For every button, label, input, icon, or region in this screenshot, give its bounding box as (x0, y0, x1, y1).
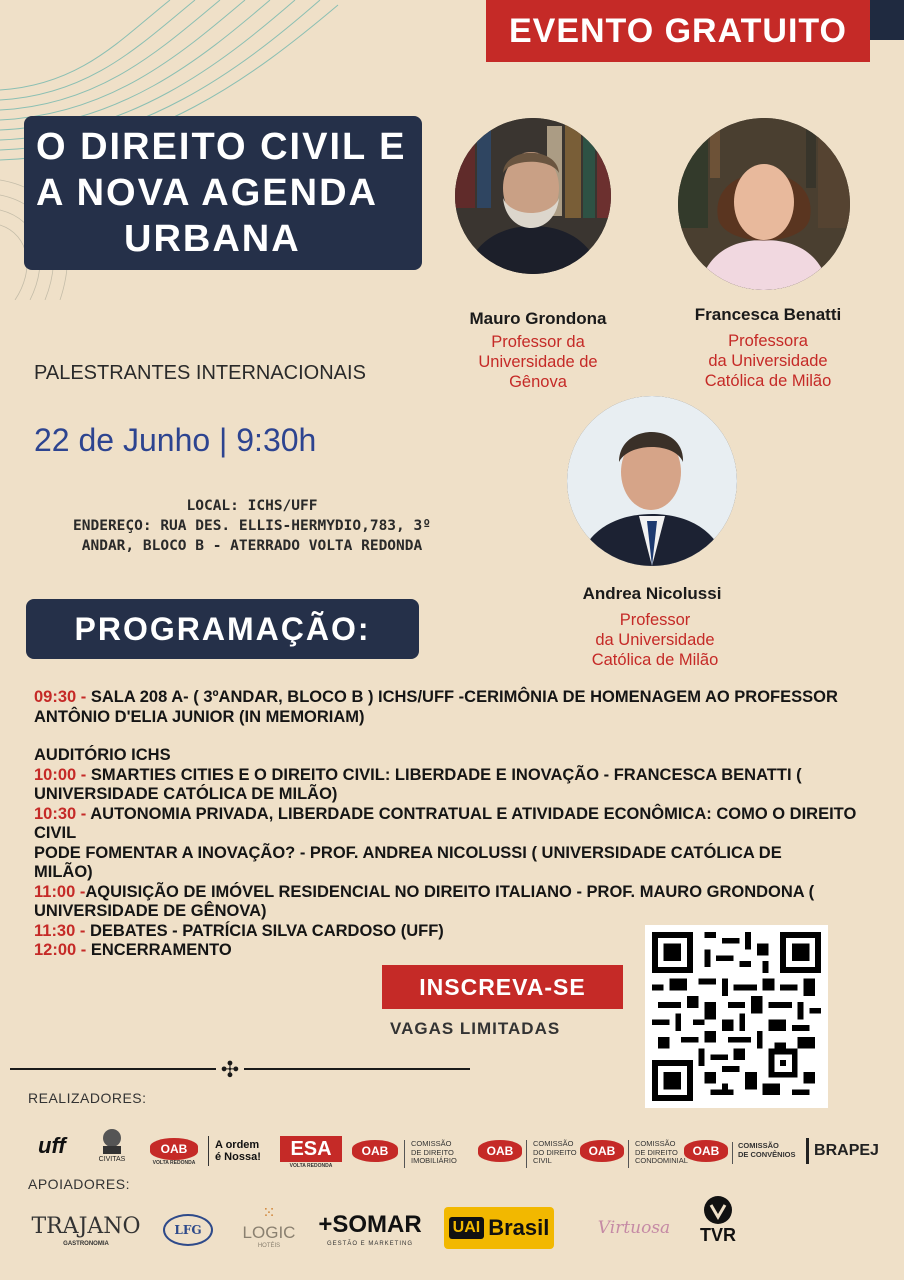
tvr-emblem-icon (703, 1195, 733, 1225)
schedule-item (34, 688, 894, 727)
commission-line: DO DIREITO (533, 1147, 577, 1157)
commission-line: DE DIREITO (635, 1147, 678, 1157)
esa-subtitle: VOLTA REDONDA (289, 1163, 333, 1169)
uff-logo: uff (38, 1133, 66, 1158)
tvr-text: TVR (700, 1224, 736, 1245)
commission-civil-law (526, 1140, 586, 1168)
commission-line: COMISSÃO (533, 1139, 574, 1148)
schedule-text: SMARTIES CITIES E O DIREITO CIVIL: LIBERDADE E INOVAÇÃO - FRANCESCA BENATTI ( UNIVERSIDADE CATÓLICA DE MILÃO) (34, 765, 802, 803)
location-line-3: ANDAR, BLOCO B - ATERRADO VOLTA REDONDA (81, 538, 423, 554)
speaker-role-line: da Universidade (595, 631, 715, 649)
speaker-role-line: da Universidade (708, 352, 828, 370)
oab-subtitle: VOLTA REDONDA (152, 1160, 196, 1166)
speaker-photo-andrea (567, 396, 737, 566)
program-heading: PROGRAMAÇÃO: (26, 599, 419, 659)
oab-logo: OAB (478, 1140, 522, 1162)
logic-dots-icon: ⁙ (262, 1205, 276, 1222)
speaker-role-line: Gênova (509, 373, 567, 391)
event-title-line-2: A NOVA AGENDA (36, 172, 378, 214)
oab-logo: OAB (684, 1140, 728, 1162)
organizers-label: REALIZADORES: (28, 1090, 147, 1106)
schedule-time: 12:00 - (34, 941, 87, 959)
schedule-time: 09:30 - (34, 688, 87, 706)
a-ordem-line-1: A ordem (215, 1139, 260, 1151)
oab-logo: OAB (150, 1138, 198, 1160)
speaker-role-line: Professora (728, 332, 808, 350)
register-button[interactable]: INSCREVA-SE (382, 965, 623, 1009)
commission-line: DE DIREITO (411, 1147, 454, 1157)
event-date: 22 de Junho | 9:30h (34, 422, 317, 458)
brapej-logo: BRAPEJ (806, 1138, 884, 1164)
logic-subtitle: HOTÉIS (257, 1243, 281, 1249)
schedule-time: 10:00 - (34, 765, 87, 784)
trajano-subtitle: GASTRONOMIA (63, 1241, 109, 1247)
schedule-text: ENCERRAMENTO (86, 941, 232, 959)
free-event-badge: EVENTO GRATUITO (486, 0, 870, 62)
oab-logo: OAB (580, 1140, 624, 1162)
speaker-name-andrea: Andrea Nicolussi (582, 584, 722, 603)
logic-logo (238, 1200, 300, 1252)
oab-logo: OAB (352, 1140, 398, 1162)
location-line-1: LOCAL: ICHS/UFF (186, 498, 318, 514)
commission-line: COMISSÃO (635, 1139, 676, 1148)
uai-brasil-logo (444, 1207, 554, 1249)
speaker-role-mauro (440, 332, 636, 392)
a-ordem-logo (208, 1136, 270, 1166)
speaker-role-line: Universidade de (478, 353, 598, 371)
schedule-item (34, 805, 894, 844)
event-title-line-3: URBANA (124, 218, 301, 260)
commission-line: COMISSÃO (411, 1139, 452, 1148)
commission-condominium (628, 1139, 688, 1168)
speaker-role-line: Professor (619, 611, 691, 629)
event-location (14, 496, 490, 556)
speaker-role-line: Católica de Milão (591, 651, 719, 669)
trajano-logo: TRAJANO (31, 1213, 141, 1239)
lfg-logo: LFG (163, 1214, 213, 1246)
logic-text: LOGIC (242, 1223, 296, 1242)
esa-logo: ESA (280, 1136, 342, 1162)
schedule-time: 10:30 - (34, 804, 87, 823)
supporters-label: APOIADORES: (28, 1176, 130, 1192)
civitas-emblem-icon (97, 1126, 127, 1156)
schedule-item (34, 766, 894, 805)
schedule-time: 11:30 - (34, 921, 86, 940)
schedule-text: AQUISIÇÃO DE IMÓVEL RESIDENCIAL NO DIREITO ITALIANO - PROF. MAURO GRONDONA ( UNIVERSIDADE DE GÊNOVA) (34, 882, 815, 920)
program-schedule (34, 688, 894, 961)
speaker-name-mauro: Mauro Grondona (469, 309, 607, 328)
registration-qr-code[interactable] (645, 925, 828, 1108)
speakers-subtitle: PALESTRANTES INTERNACIONAIS (34, 362, 366, 384)
event-title-line-1: O DIREITO CIVIL E (36, 126, 407, 168)
event-title-box (24, 116, 422, 270)
commission-real-estate (404, 1140, 472, 1168)
virtuosa-logo: Virtuosa (597, 1218, 671, 1238)
commission-line: COMISSÃO (738, 1141, 779, 1150)
commission-line: IMOBILIÁRIO (411, 1156, 457, 1165)
tvr-logo (692, 1190, 744, 1250)
speaker-role-line: Católica de Milão (704, 372, 832, 390)
speaker-role-francesca (670, 331, 866, 391)
speaker-role-line: Professor da (491, 333, 585, 351)
schedule-venue: AUDITÓRIO ICHS (34, 746, 171, 764)
schedule-item (34, 883, 894, 922)
civitas-text: CIVITAS (98, 1155, 126, 1163)
uai-text: UAI (449, 1217, 485, 1239)
commission-line: DE CONVÊNIOS (738, 1149, 796, 1159)
civitas-logo (92, 1122, 132, 1166)
somar-subtitle: GESTÃO E MARKETING (326, 1241, 413, 1247)
speaker-name-francesca: Francesca Benatti (694, 305, 842, 324)
commission-line: CONDOMINIAL (635, 1156, 688, 1165)
schedule-text: AUTONOMIA PRIVADA, LIBERDADE CONTRATUAL E ATIVIDADE ECONÔMICA: COMO O DIREITO CIVIL (34, 804, 857, 842)
ornament-icon: ✣ (216, 1056, 244, 1084)
speaker-photo-francesca (678, 118, 850, 290)
commission-agreements (732, 1142, 798, 1164)
schedule-text: SALA 208 A- ( 3ºANDAR, BLOCO B ) ICHS/UFF -CERIMÔNIA DE HOMENAGEM AO PROFESSOR ANTÔNIO D'ELIA JUNIOR (IN MEMORIAM) (34, 688, 838, 726)
speaker-role-andrea (557, 610, 753, 670)
somar-logo: +SOMAR (318, 1211, 422, 1238)
speaker-photo-mauro (455, 118, 611, 274)
brasil-text: Brasil (488, 1215, 550, 1240)
commission-line: CIVIL (533, 1156, 552, 1165)
schedule-text: DEBATES - PATRÍCIA SILVA CARDOSO (UFF) (85, 921, 444, 940)
a-ordem-line-2: é Nossa! (215, 1151, 261, 1163)
schedule-time: 11:00 - (34, 882, 86, 901)
schedule-item-continuation: PODE FOMENTAR A INOVAÇÃO? - PROF. ANDREA NICOLUSSI ( UNIVERSIDADE CATÓLICA DE MILÃO) (34, 843, 782, 881)
location-line-2: ENDEREÇO: RUA DES. ELLIS-HERMYDIO,783, 3º (73, 518, 431, 534)
limited-spots-note: VAGAS LIMITADAS (390, 1019, 561, 1038)
